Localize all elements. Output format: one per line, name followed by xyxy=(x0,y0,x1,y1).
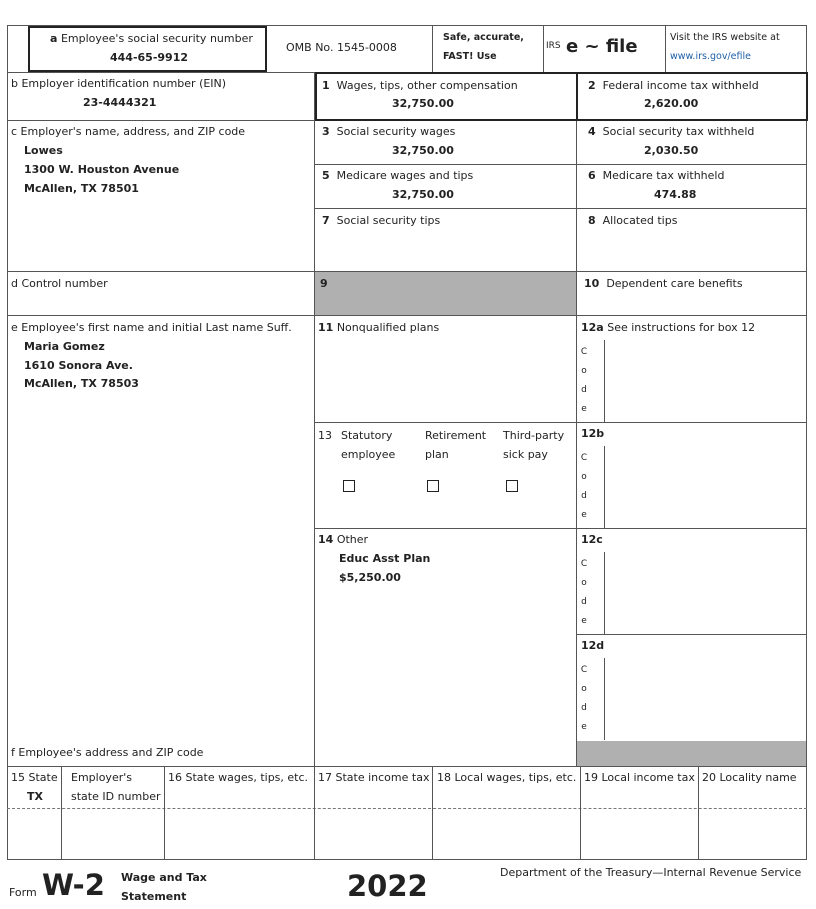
box-b-label: b Employer identification number (EIN) xyxy=(11,77,227,90)
employer-state-id-label-1: Employer's xyxy=(71,771,132,784)
column-line xyxy=(576,72,577,766)
code-letter: o xyxy=(581,366,587,376)
form-word: Form xyxy=(9,886,37,899)
column-line xyxy=(580,766,581,859)
code-letter: C xyxy=(580,559,588,569)
row-line xyxy=(576,634,807,635)
column-line xyxy=(698,766,699,859)
code-letter: d xyxy=(581,597,587,607)
box16-label: 16 State wages, tips, etc. xyxy=(168,771,309,784)
code-letter: e xyxy=(581,510,587,520)
box18-label: 18 Local wages, tips, etc. xyxy=(437,771,577,784)
box20-label: 20 Locality name xyxy=(702,771,797,784)
box3-label: 3 Social security wages xyxy=(322,125,456,138)
employee-city: McAllen, TX 78503 xyxy=(24,377,139,390)
box-f-label: f Employee's address and ZIP code xyxy=(11,746,204,759)
box8-label: 8 Allocated tips xyxy=(588,214,678,227)
box3-value: 32,750.00 xyxy=(392,144,454,157)
code-letter: d xyxy=(581,491,587,501)
code-letter: C xyxy=(580,453,588,463)
visit-text: Visit the IRS website at xyxy=(670,32,780,43)
row-line xyxy=(314,164,807,165)
code-letter: e xyxy=(581,722,587,732)
fast-text: FAST! Use xyxy=(443,51,497,62)
retirement-label-1: Retirement xyxy=(425,429,487,442)
form-name: W-2 xyxy=(42,868,105,902)
column-line xyxy=(432,766,433,859)
code-letter: o xyxy=(581,578,587,588)
box12d-label: 12d xyxy=(581,639,605,652)
form-left-border xyxy=(7,25,8,860)
column-line xyxy=(164,766,165,859)
statutory-employee-checkbox[interactable] xyxy=(343,480,355,492)
box14-line2: $5,250.00 xyxy=(339,571,401,584)
box12a-label: 12a See instructions for box 12 xyxy=(581,321,756,334)
box5-label: 5 Medicare wages and tips xyxy=(322,169,474,182)
employee-street: 1610 Sonora Ave. xyxy=(24,359,133,372)
employer-state-id-label-2: state ID number xyxy=(71,790,161,803)
highlight-divider xyxy=(576,72,578,121)
employee-name: Maria Gomez xyxy=(24,340,105,353)
efile-logo: e ~ file xyxy=(566,36,638,57)
ssn-value: 444-65-9912 xyxy=(110,51,189,64)
retirement-label-2: plan xyxy=(425,448,449,461)
box7-label: 7 Social security tips xyxy=(322,214,441,227)
ssn-label: a Employee's social security number xyxy=(50,32,253,45)
box-d-label: d Control number xyxy=(11,277,108,290)
box5-value: 32,750.00 xyxy=(392,188,454,201)
irs-efile-link[interactable]: www.irs.gov/efile xyxy=(670,51,751,62)
code-letter: C xyxy=(580,347,588,357)
safe-text: Safe, accurate, xyxy=(443,32,524,43)
employer-street: 1300 W. Houston Avenue xyxy=(24,163,180,176)
form-right-border xyxy=(806,25,807,860)
box12c-label: 12c xyxy=(581,533,603,546)
form-title-2: Statement xyxy=(121,890,187,903)
box17-label: 17 State income tax xyxy=(318,771,430,784)
code-letter: o xyxy=(581,684,587,694)
retirement-plan-checkbox[interactable] xyxy=(427,480,439,492)
box11-label: 11 Nonqualified plans xyxy=(318,321,440,334)
box15-label: 15 State xyxy=(11,771,58,784)
box14-label: 14 Other xyxy=(318,533,369,546)
code-letter: C xyxy=(580,665,588,675)
box4-label: 4 Social security tax withheld xyxy=(588,125,755,138)
box4-value: 2,030.50 xyxy=(644,144,699,157)
statutory-label-1: Statutory xyxy=(341,429,393,442)
code-divider xyxy=(604,552,605,634)
row-line xyxy=(7,315,807,316)
box10-label: 10 Dependent care benefits xyxy=(584,277,743,290)
third-party-sick-pay-checkbox[interactable] xyxy=(506,480,518,492)
box9-shaded xyxy=(315,272,576,315)
department-text: Department of the Treasury—Internal Revenue Service xyxy=(500,866,802,879)
thirdparty-label-1: Third-party xyxy=(503,429,565,442)
code-divider xyxy=(604,340,605,422)
box13-label: 13 xyxy=(318,429,332,442)
box1-value: 32,750.00 xyxy=(392,97,454,110)
box2-value: 2,620.00 xyxy=(644,97,699,110)
statutory-label-2: employee xyxy=(341,448,396,461)
box-c-label: c Employer's name, address, and ZIP code xyxy=(11,125,246,138)
box6-value: 474.88 xyxy=(654,188,697,201)
column-line xyxy=(314,766,315,859)
box9-label: 9 xyxy=(320,277,328,290)
form-bottom-border xyxy=(7,859,807,860)
box12-shaded xyxy=(577,741,806,766)
form-title-1: Wage and Tax xyxy=(121,871,207,884)
code-letter: d xyxy=(581,385,587,395)
box19-label: 19 Local income tax xyxy=(584,771,695,784)
box2-label: 2 Federal income tax withheld xyxy=(588,79,759,92)
box12b-label: 12b xyxy=(581,427,605,440)
code-letter: e xyxy=(581,616,587,626)
header-divider xyxy=(432,25,433,72)
row-line xyxy=(7,766,807,767)
code-letter: o xyxy=(581,472,587,482)
code-letter: d xyxy=(581,703,587,713)
box6-label: 6 Medicare tax withheld xyxy=(588,169,725,182)
column-line xyxy=(61,766,62,859)
box14-line1: Educ Asst Plan xyxy=(339,552,431,565)
header-divider xyxy=(543,25,544,72)
code-letter: e xyxy=(581,404,587,414)
irs-small: IRS xyxy=(546,41,561,51)
box-e-label: e Employee's first name and initial Last name Suff. xyxy=(11,321,292,334)
state-value: TX xyxy=(27,790,43,803)
row-line xyxy=(314,528,807,529)
row-line xyxy=(314,208,807,209)
row-line xyxy=(314,422,807,423)
omb-number: OMB No. 1545-0008 xyxy=(286,41,397,54)
thirdparty-label-2: sick pay xyxy=(503,448,548,461)
box1-label: 1 Wages, tips, other compensation xyxy=(322,79,518,92)
dashed-line xyxy=(7,808,807,809)
tax-year: 2022 xyxy=(347,869,428,903)
column-line xyxy=(314,72,315,766)
code-divider xyxy=(604,658,605,740)
employer-city: McAllen, TX 78501 xyxy=(24,182,139,195)
header-divider xyxy=(665,25,666,72)
ein-value: 23-4444321 xyxy=(83,96,157,109)
employer-name: Lowes xyxy=(24,144,63,157)
code-divider xyxy=(604,446,605,528)
